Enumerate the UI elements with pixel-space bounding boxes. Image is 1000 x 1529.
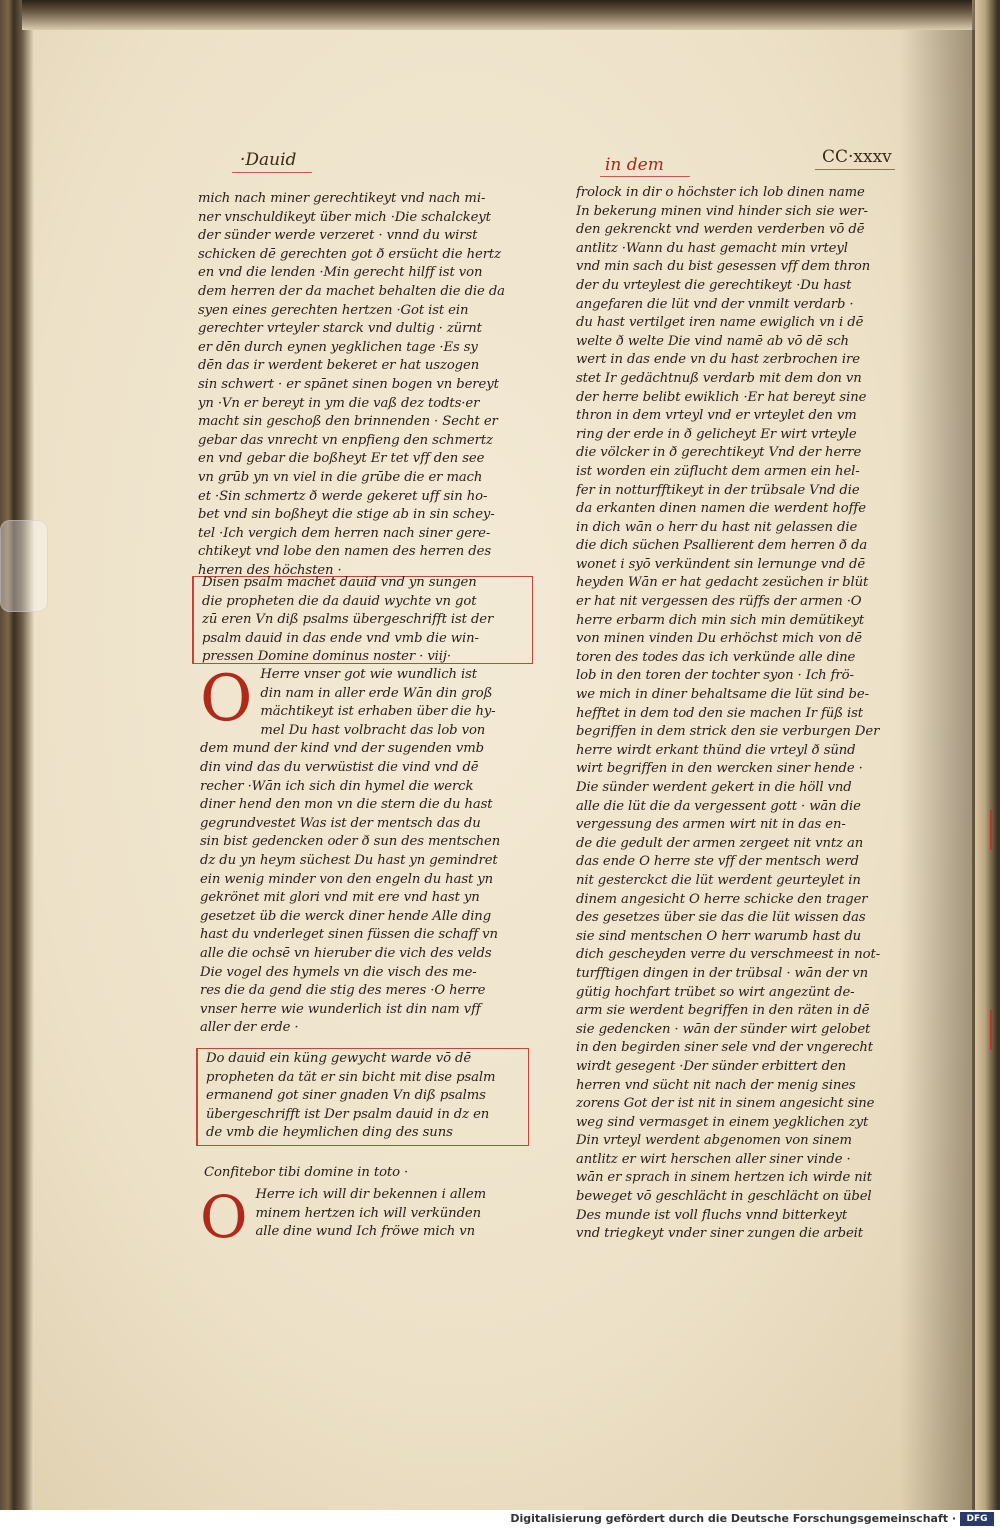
text-line: arm sie werdent begriffen in den räten in dē bbox=[576, 1003, 870, 1019]
text-line: de vmb die heymlichen ding des suns bbox=[206, 1125, 453, 1141]
text-line: ermanend got siner gnaden Vn diß psalms bbox=[206, 1088, 486, 1104]
text-line: du hast vertilget iren name ewiglich vn i dē bbox=[576, 315, 864, 331]
text-line: fer in notturfftikeyt in der trübsale Vnd die bbox=[576, 482, 860, 498]
text-line: heyden Wān er hat gedacht zesüchen ir blüt bbox=[576, 575, 869, 591]
text-line: hast du vnderleget sinen füssen die schaff vn bbox=[200, 927, 498, 943]
text-line: wān er sprach in sinem hertzen ich wirde nit bbox=[576, 1170, 872, 1186]
text-line: alle die lüt die da vergessent gott · wān die bbox=[576, 798, 861, 814]
text-line: mich nach miner gerechtikeyt vnd nach mi- bbox=[198, 191, 486, 206]
text-line: nit gesterckct die lüt werdent geurteylet in bbox=[576, 872, 861, 888]
text-line: hefftet in dem tod den sie machen Ir füß ist bbox=[576, 705, 863, 721]
text-line: angefaren die lüt vnd der vnmilt verdarb · bbox=[576, 296, 854, 312]
text-line: Herre ich will dir bekennen i allem bbox=[255, 1187, 486, 1202]
margin-rubric-mark bbox=[990, 1010, 992, 1050]
header-rule bbox=[232, 172, 312, 173]
facing-page-edge bbox=[975, 0, 1000, 1510]
text-line: antlitz er wirt herschen aller siner vinde · bbox=[576, 1151, 851, 1167]
psalm9-text bbox=[200, 1183, 530, 1251]
text-line: en vnd die lenden ·Min gerecht hilff ist von bbox=[198, 265, 483, 281]
text-line: wert in das ende vn du hast zerbrochen ire bbox=[576, 352, 860, 368]
text-line: sie gedencken · wān der sünder wirt gelobet bbox=[576, 1021, 871, 1037]
page-gutter-shadow bbox=[900, 30, 980, 1510]
text-line: herren vnd sücht nit nach der menig sines bbox=[576, 1077, 856, 1093]
text-line: stet Ir gedächtnuß verdarb mit dem don vn bbox=[576, 370, 862, 386]
left-column-box1 bbox=[202, 574, 527, 667]
text-line: zorens Got der ist nit in sinem angesicht sine bbox=[576, 1096, 875, 1112]
text-line: wonet i syō verkündent sin lernunge vnd dē bbox=[576, 556, 866, 572]
dfg-logo: DFG bbox=[960, 1512, 994, 1526]
text-line: die völcker in ð gerechtikeyt Vnd der herre bbox=[576, 445, 862, 461]
text-line: ein wenig minder von den engeln du hast yn bbox=[200, 871, 494, 887]
text-line: alle dine wund Ich fröwe mich vn bbox=[255, 1224, 476, 1240]
incipit-line: Confitebor tibi domine in toto · bbox=[204, 1165, 409, 1180]
text-line: gekrönet mit glori vnd mit ere vnd hast yn bbox=[200, 890, 480, 906]
text-line: die propheten die da dauid wychte vn got bbox=[202, 593, 477, 609]
text-line: Die sünder werdent gekert in die höll vnd bbox=[576, 780, 852, 795]
text-line: Din vrteyl werdent abgenomen von sinem bbox=[576, 1133, 852, 1149]
text-line: wirdt gesegent ·Der sünder erbittert den bbox=[576, 1058, 847, 1074]
text-line: ring der erde in ð gelicheyt Er wirt vrteyle bbox=[576, 426, 857, 442]
psalm9-incipit bbox=[204, 1164, 524, 1183]
text-line: dem mund der kind vnd der sugenden vmb bbox=[200, 741, 484, 757]
text-line: chtikeyt vnd lobe den namen des herren des bbox=[198, 544, 492, 560]
text-line: er hat nit vergessen des rüffs der armen ·O bbox=[576, 594, 862, 610]
header-folio: CC·xxxv bbox=[822, 147, 892, 167]
text-line: mel Du hast volbracht das lob von bbox=[260, 722, 486, 738]
text-line: beweget vō geschlächt in geschlächt on übel bbox=[576, 1189, 872, 1205]
text-line: lob in den toren der tochter syon · Ich frö- bbox=[576, 668, 854, 684]
text-line: dich gescheyden verre du verschmeest in not- bbox=[576, 947, 881, 963]
text-line: gesetzet üb die werck diner hende Alle ding bbox=[200, 908, 492, 924]
text-line: Do dauid ein küng gewycht warde vō dē bbox=[206, 1051, 472, 1066]
text-line: ist worden ein züflucht dem armen ein hel- bbox=[576, 463, 860, 479]
text-line: dem herren der da machet behalten die die da bbox=[198, 283, 505, 299]
text-line: da erkanten dinen namen die werdent hoffe bbox=[576, 501, 866, 517]
text-line: sin bist gedencken oder ð sun des mentschen bbox=[200, 834, 501, 850]
header-rule bbox=[815, 169, 895, 170]
text-line: dz du yn heym süchest Du hast yn gemindret bbox=[200, 852, 498, 868]
text-line: herre wirdt erkant thünd die vrteyl ð sünd bbox=[576, 742, 856, 758]
text-line: Die vogel des hymels vn die visch des me- bbox=[200, 964, 477, 980]
text-line: we mich in diner behaltsame die lüt sind be- bbox=[576, 687, 869, 703]
text-line: aller der erde · bbox=[200, 1020, 299, 1036]
header-left: ·Dauid bbox=[240, 150, 297, 170]
text-line: vnser herre wie wunderlich ist din nam vff bbox=[200, 1001, 481, 1017]
text-line: recher ·Wān ich sich din hymel die werck bbox=[200, 778, 474, 794]
text-line: Disen psalm machet dauid vnd yn sungen bbox=[202, 575, 477, 590]
text-line: alle die ochsē vn hieruber die vich des velds bbox=[200, 945, 492, 961]
text-line: vnd triegkeyt vnder siner zungen die arbeit bbox=[576, 1226, 863, 1242]
text-line: er dēn durch eynen yegklichen tage ·Es sy bbox=[198, 339, 478, 355]
text-line: Herre vnser got wie wundlich ist bbox=[260, 667, 477, 682]
text-line: das ende O herre ste vff der mentsch werd bbox=[576, 854, 859, 870]
initial-O-psalm9: O bbox=[200, 1183, 248, 1251]
book-top-edge bbox=[22, 0, 972, 30]
text-line: übergeschrifft ist Der psalm dauid in dz en bbox=[206, 1106, 490, 1122]
text-line: vnd min sach du bist gesessen vff dem thron bbox=[576, 259, 871, 275]
text-line: vergessung des armen wirt nit in das en- bbox=[576, 817, 846, 833]
text-line: wirt begriffen in den wercken siner hende · bbox=[576, 761, 863, 777]
text-line: welte ð welte Die vind namē ab vō dē sch bbox=[576, 333, 849, 349]
text-line: der du vrteylest die gerechtikeyt ·Du hast bbox=[576, 277, 852, 293]
text-line: gütig hochfart trübet so wirt angezünt de- bbox=[576, 984, 855, 1000]
left-column-top bbox=[198, 190, 530, 580]
text-line: thron in dem vrteyl vnd er vrteylet den vm bbox=[576, 408, 857, 424]
left-column-box2 bbox=[206, 1050, 524, 1143]
text-line: herren des höchsten · bbox=[198, 562, 342, 578]
footer-credit: Digitalisierung gefördert durch die Deutsche Forschungsgemeinschaft · bbox=[510, 1512, 956, 1525]
text-line: der herre belibt ewiklich ·Er hat bereyt sine bbox=[576, 389, 867, 405]
text-line: herre erbarm dich min sich min demütikeyt bbox=[576, 612, 865, 628]
text-line: weg sind vermasget in einem yegklichen zyt bbox=[576, 1114, 869, 1130]
text-line: diner hend den mon vn die stern die du hast bbox=[200, 797, 493, 813]
text-line: macht sin geschoß den brinnenden · Secht er bbox=[198, 414, 498, 430]
text-line: dēn das ir werdent bekeret er hat uszogen bbox=[198, 358, 480, 374]
initial-O-psalm8: O bbox=[200, 662, 253, 736]
text-line: de die gedult der armen zergeet nit vntz an bbox=[576, 835, 864, 851]
text-line: frolock in dir o höchster ich lob dinen name bbox=[576, 185, 865, 200]
text-line: en vnd gebar die boßheyt Er tet vff den see bbox=[198, 451, 485, 467]
text-line: dinem angesicht O herre schicke den trager bbox=[576, 891, 868, 907]
text-line: vn grūb yn vn viel in die grūbe die er mach bbox=[198, 469, 483, 485]
text-line: zū eren Vn diß psalms übergeschrifft ist der bbox=[202, 612, 494, 628]
header-center: in dem bbox=[605, 155, 664, 175]
text-line: sin schwert · er spānet sinen bogen vn bereyt bbox=[198, 376, 499, 392]
text-line: ner vnschuldikeyt über mich ·Die schalckeyt bbox=[198, 209, 491, 225]
text-line: gerechter vrteyler starck vnd dultig · zürnt bbox=[198, 321, 482, 337]
text-line: psalm dauid in das ende vnd vmb die win- bbox=[202, 630, 479, 646]
text-line: der sünder werde verzeret · vnnd du wirst bbox=[198, 228, 478, 244]
text-line: Des munde ist voll fluchs vnnd bitterkeyt bbox=[576, 1207, 848, 1223]
margin-rubric-mark bbox=[990, 810, 992, 850]
text-line: des gesetzes über sie das die lüt wissen das bbox=[576, 910, 866, 926]
text-line: gebar das vnrecht vn enpfieng den schmertz bbox=[198, 432, 493, 448]
text-line: minem hertzen ich will verkünden bbox=[255, 1205, 482, 1221]
text-line: schicken dē gerechten got ð ersücht die hertz bbox=[198, 246, 501, 262]
text-line: von minen vinden Du erhöchst mich von dē bbox=[576, 631, 862, 647]
digitization-footer bbox=[0, 1510, 1000, 1529]
header-rule bbox=[600, 176, 690, 177]
text-line: toren des todes das ich verkünde alle dine bbox=[576, 649, 856, 665]
text-line: gegrundvestet Was ist der mentsch das du bbox=[200, 815, 481, 831]
text-line: din nam in aller erde Wān din groß bbox=[260, 685, 493, 701]
text-line: in dich wān o herr du hast nit gelassen die bbox=[576, 519, 858, 535]
text-line: yn ·Vn er bereyt in ym die vaß dez todts·er bbox=[198, 395, 480, 411]
text-line: antlitz ·Wann du hast gemacht min vrteyl bbox=[576, 240, 848, 256]
text-line: die dich süchen Psallierent dem herren ð da bbox=[576, 538, 868, 554]
text-line: syen eines gerechten hertzen ·Got ist ein bbox=[198, 302, 469, 318]
text-line: pressen Domine dominus noster · viij· bbox=[202, 649, 452, 665]
text-line: begriffen in dem strick den sie verburgen Der bbox=[576, 724, 880, 740]
text-line: bet vnd sin boßheyt die stige ab in sin schey- bbox=[198, 507, 495, 523]
text-line: din vind das du verwüstist die vind vnd dē bbox=[200, 759, 479, 775]
text-line: et ·Sin schmertz ð werde gekeret uff sin ho- bbox=[198, 488, 488, 504]
text-line: res die da gend die stig des meres ·O herre bbox=[200, 983, 486, 999]
repair-tape bbox=[0, 520, 48, 612]
text-line: propheten da tät er sin bicht mit dise psalm bbox=[206, 1069, 496, 1085]
text-line: in den begirden siner sele vnd der vngerecht bbox=[576, 1040, 873, 1056]
text-line: sie sind mentschen O herr warumb hast du bbox=[576, 928, 862, 944]
text-line: turfftigen dingen in der trübsal · wān der vn bbox=[576, 965, 869, 981]
text-line: mächtikeyt ist erhaben über die hy- bbox=[260, 704, 496, 720]
psalm8-text bbox=[200, 662, 530, 1038]
text-line: den gekrenckt vnd werden verderben vō dē bbox=[576, 222, 865, 238]
text-line: tel ·Ich vergich dem herren nach siner gere- bbox=[198, 525, 491, 541]
text-line: In bekerung minen vind hinder sich sie wer- bbox=[576, 203, 868, 219]
right-column bbox=[576, 184, 896, 1244]
